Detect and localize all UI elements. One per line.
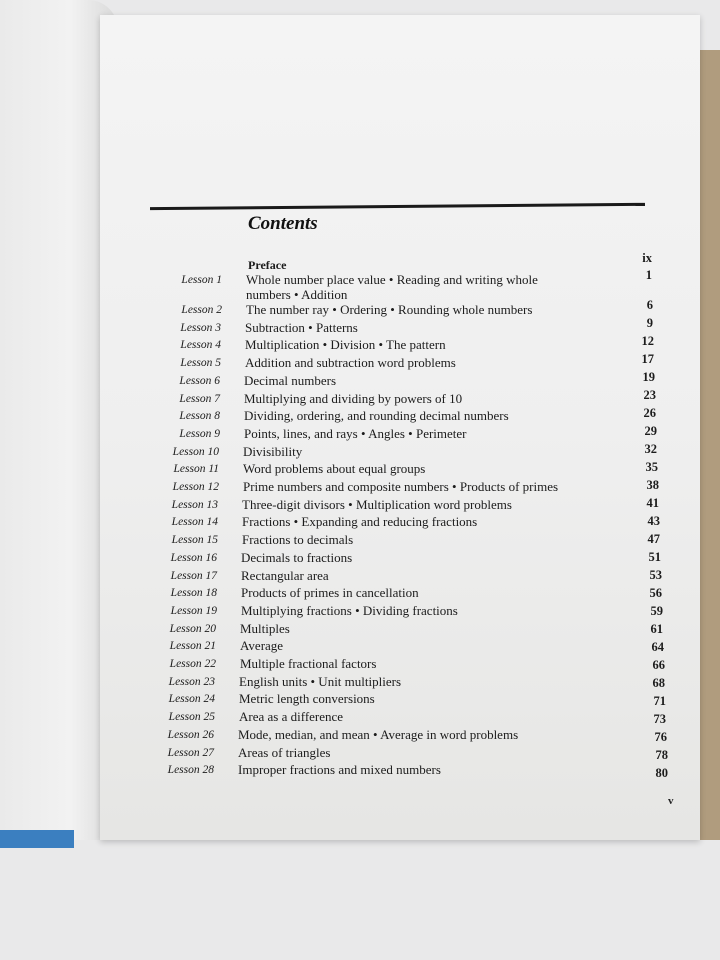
lesson-topic: Multiples [240, 620, 290, 636]
lesson-number: Lesson 9 [179, 427, 220, 440]
lesson-number: Lesson 19 [170, 604, 217, 617]
lesson-topic: Multiplying and dividing by powers of 10 [244, 390, 463, 406]
lesson-number: Lesson 18 [170, 587, 217, 600]
lesson-number: Lesson 10 [172, 445, 219, 458]
lesson-page-number: 9 [646, 316, 653, 331]
lesson-number: Lesson 25 [168, 711, 215, 724]
toc-row [0, 691, 720, 709]
toc-row [0, 461, 720, 479]
page-folio: v [668, 795, 674, 807]
lesson-topic: Mode, median, and mean • Average in word problems [238, 726, 519, 742]
lesson-page-number: 56 [649, 586, 662, 601]
lesson-page-number: 17 [641, 352, 654, 367]
lesson-topic: Areas of triangles [238, 744, 331, 760]
lesson-number: Lesson 21 [169, 640, 216, 653]
toc-row [0, 568, 720, 586]
lesson-page-number: 6 [646, 298, 653, 313]
toc-row [0, 656, 720, 674]
toc-row [0, 603, 720, 621]
toc-row [0, 444, 720, 462]
lesson-topic: Multiple fractional factors [240, 656, 377, 671]
lesson-number: Lesson 23 [168, 675, 215, 688]
lesson-number: Lesson 16 [170, 551, 217, 564]
lesson-number: Lesson 24 [168, 693, 215, 706]
toc-row [0, 426, 720, 444]
lesson-topic: Three-digit divisors • Multiplication word problems [242, 496, 512, 512]
preface-label: Preface [248, 258, 287, 272]
lesson-topic: Fractions to decimals [242, 532, 354, 548]
lesson-page-number: 73 [653, 712, 666, 727]
lesson-page-number: 53 [649, 568, 662, 583]
lesson-number: Lesson 14 [171, 516, 218, 529]
toc-row [0, 479, 720, 497]
lesson-topic: Prime numbers and composite numbers • Products of primes [243, 479, 559, 494]
lesson-topic: Decimals to fractions [241, 549, 353, 565]
lesson-number: Lesson 17 [170, 569, 217, 582]
lesson-topic: Multiplying fractions • Dividing fractions [241, 602, 458, 618]
lesson-number: Lesson 28 [167, 764, 214, 777]
lesson-topic: Word problems about equal groups [243, 461, 426, 477]
lesson-page-number: 64 [651, 640, 664, 655]
lesson-number: Lesson 6 [179, 374, 220, 387]
book-cover-edge [0, 830, 74, 848]
lesson-topic: Dividing, ordering, and rounding decimal numbers [244, 408, 509, 424]
lesson-topic: Addition and subtraction word problems [245, 355, 456, 371]
toc-row [0, 316, 720, 338]
toc-row [0, 532, 720, 550]
toc-row [0, 514, 720, 532]
lesson-number: Lesson 27 [167, 746, 214, 759]
toc-row [0, 762, 720, 780]
lesson-page-number: 19 [642, 370, 655, 385]
lesson-topic: Whole number place value • Reading and writing whole [246, 272, 538, 287]
toc-row [0, 408, 720, 426]
lesson-page-number: 71 [653, 694, 666, 709]
lesson-page-number: 51 [648, 550, 661, 565]
lesson-page-number: 29 [644, 424, 657, 439]
toc-row [0, 550, 720, 568]
lesson-page-number: 43 [647, 514, 660, 529]
lesson-number: Lesson 26 [167, 728, 214, 741]
lesson-number: Lesson 1 [181, 274, 222, 286]
toc-row [0, 497, 720, 515]
lesson-page-number: 23 [643, 388, 656, 403]
lesson-number: Lesson 3 [180, 321, 221, 334]
toc-row [0, 727, 720, 745]
lesson-number: Lesson 8 [179, 410, 220, 423]
lesson-topic: The number ray • Ordering • Rounding whole numbers [246, 302, 533, 317]
lesson-number: Lesson 12 [172, 481, 219, 493]
lesson-topic: Subtraction • Patterns [245, 319, 358, 335]
lesson-number: Lesson 4 [180, 339, 221, 352]
lesson-number: Lesson 11 [173, 463, 219, 476]
lesson-page-number: 68 [652, 676, 665, 691]
lesson-page-number: 78 [655, 748, 668, 763]
toc-row [0, 585, 720, 603]
lesson-page-number: 32 [644, 442, 657, 457]
preface-page: ix [642, 251, 652, 265]
lesson-page-number: 61 [650, 622, 663, 637]
lesson-number: Lesson 22 [169, 658, 216, 670]
lesson-number: Lesson 15 [171, 534, 218, 547]
lesson-number: Lesson 13 [171, 498, 218, 511]
lesson-page-number: 47 [647, 532, 660, 547]
lesson-page-number: 80 [655, 766, 668, 781]
toc-row [0, 370, 720, 391]
toc-row [0, 388, 720, 409]
lesson-page-number: 38 [646, 478, 659, 493]
toc-row [0, 334, 720, 355]
lesson-page-number: 66 [652, 658, 665, 673]
lesson-topic: Improper fractions and mixed numbers [238, 762, 441, 778]
toc-row [0, 709, 720, 727]
lesson-topic: Area as a difference [239, 709, 344, 725]
toc-row [0, 674, 720, 692]
lesson-page-number: 76 [654, 730, 667, 745]
lesson-topic: Average [240, 638, 284, 654]
lesson-topic: Products of primes in cancellation [241, 585, 419, 601]
lesson-number: Lesson 2 [181, 304, 222, 316]
lesson-page-number: 26 [643, 406, 656, 421]
lesson-topic: Points, lines, and rays • Angles • Perimeter [244, 425, 467, 441]
toc-row [0, 621, 720, 639]
lesson-topic: Fractions • Expanding and reducing fractions [242, 514, 478, 530]
lesson-page-number: 12 [641, 334, 654, 349]
lesson-topic: Metric length conversions [239, 691, 375, 707]
toc-row [0, 352, 720, 373]
lesson-topic: Multiplication • Division • The pattern [245, 337, 446, 353]
lesson-page-number: 41 [646, 496, 659, 511]
lesson-topic: Divisibility [243, 443, 303, 459]
toc-row [0, 268, 720, 302]
lesson-topic: Rectangular area [241, 567, 329, 583]
lesson-number: Lesson 20 [169, 622, 216, 635]
lesson-page-number: 59 [650, 604, 663, 619]
page-title: Contents [248, 213, 318, 234]
lesson-page-number: 35 [645, 460, 658, 475]
toc-row [0, 298, 720, 320]
lesson-number: Lesson 7 [179, 392, 220, 405]
toc-row [0, 638, 720, 656]
lesson-page-number: 1 [645, 268, 652, 282]
lesson-topic: English units • Unit multipliers [239, 673, 401, 689]
lesson-number: Lesson 5 [180, 357, 221, 370]
lesson-topic: Decimal numbers [244, 372, 337, 388]
toc-row [0, 745, 720, 763]
lesson-topic-continued: numbers • Addition [246, 287, 348, 302]
